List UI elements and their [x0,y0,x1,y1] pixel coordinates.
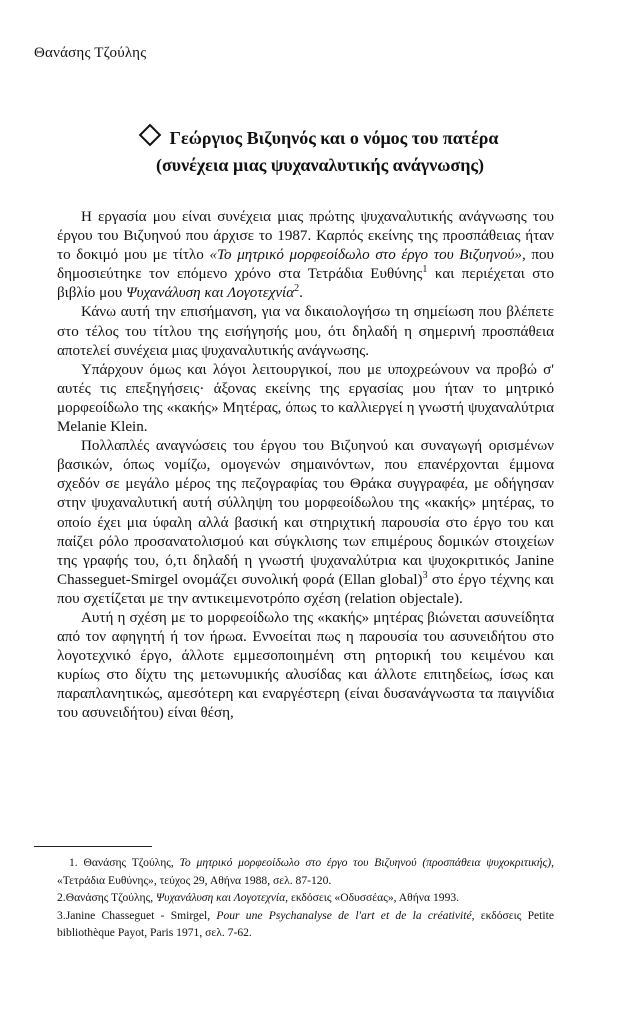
heading-title: Γεώργιος Βιζυηνός και ο νόμος του πατέρα [169,128,499,148]
footnote-italic: Ψυχανάλυση και Λογοτεχνία [156,891,286,905]
article-heading [70,125,570,179]
footnote-text: , εκδόσεις Petite bibliothèque Payot, Paris 1971, σελ. 7-62. [57,908,554,940]
italic-title: «Το μητρικό μορφεοίδωλο στο έργο του Βιζυηνού» [209,247,522,264]
paragraph-5: Αυτή η σχέση με το μορφεοίδωλο της «κακής» μητέρας βιώνεται ασυνείδητα από τον αφηγητή ή τον ήρωα. Εννοείται πως η παρουσία του ασυνειδήτου στο λογοτεχνικό έργο, άλλοτε εμμεσοποιημένη στη ρητορική του κειμένου και κυρίως στο δίχτυ της μετωνυμικής αλυσίδας και άλλοτε επιτηδείως, ίσως και παραπλανητικώς, αμεσότερη και εναργέστερη (είναι δυσανάγνωστα τα παιγνίδια του ασυνειδήτου) είναι θέση, [57,609,554,722]
footnotes [57,854,554,942]
heading-line-1 [70,125,570,152]
paragraph-text: Πολλαπλές αναγνώσεις του έργου του Βιζυηνού και συναγωγή ορισμένων βασικών, όπως νομίζω, ομογενών σημαινόντων, που επανέρχονται έμμονα σχεδόν σε μεγάλο μέρος της πεζογραφίας του Θράκα συγγραφέα, με οδήγησαν στην ψυχαναλυτική αυτή σύλληψη του μορφεοίδωλου της «κακής» μητέρας, το οποίο έχει μια ύφαλη αλλά βασική και στηριχτική παρουσία στο έργο του και παίζει ρόλο προσανατολισμού και σύγκλισης των επιμέρους δομικών στοιχείων της γραφής του, ό,τι δηλαδή η γνωστή ψυχαναλύτρια και ψυχοκριτικός Janine Chasseguet-Smirgel ονομάζει συνολική φορά (Ellan global) [57,438,554,588]
footnote-italic: Το μητρικό μορφεοίδωλο στο έργο του Βιζυηνού (προσπάθεια ψυχοκριτικής) [179,856,552,869]
paragraph-text: στο έργο τέχνης και που σχετίζεται με την αντικειμενοτρόπο σχέση (relation objectale). [57,571,554,607]
footnote-ref-1: 1 [422,264,428,276]
footnote-divider [34,846,152,847]
footnote-ref-2: 2 [294,283,300,295]
paragraph-text: . [299,285,303,302]
article-body [57,208,554,724]
running-head: Θανάσης Τζούλης [34,45,147,61]
footnote-italic: Pour une Psychanalyse de l'art et de la créativité [216,908,472,922]
footnote-3 [57,907,554,942]
diamond-icon [138,124,161,147]
paragraph-text: και περιέχεται στο βιβλίο μου [57,266,554,302]
footnote-text: 3.Janine Chasseguet - Smirgel, [57,908,217,922]
heading-subtitle: (συνέχεια μιας ψυχαναλυτικής ανάγνωσης) [155,155,485,175]
paragraph-4 [57,437,554,609]
footnote-1 [57,854,554,889]
footnote-text: , εκδόσεις «Οδυσσέας», Αθήνα 1993. [285,891,460,905]
paragraph-text: Η εργασία μου είναι συνέχεια μιας πρώτης ψυχαναλυτικής ανάγνωσης του έργου του Βιζυηνού που άρχισε το 1987. Καρπός εκείνης της προσπάθειας ήταν το δοκιμό μου με τίτλο [57,209,554,264]
footnote-ref-3: 3 [422,569,428,581]
paragraph-1 [57,208,554,303]
paragraph-text: , που δημοσιεύτηκε τον επόμενο χρόνο στα Τετράδια Ευθύνης [57,247,555,283]
footnote-text: 2.Θανάσης Τζούλης, [57,891,157,905]
italic-title: Ψυχανάλυση και Λογοτεχνία [126,285,295,302]
footnote-2 [57,889,554,907]
paragraph-2: Κάνω αυτή την επισήμανση, για να δικαιολογήσω τη σημείωση που βλέπετε στο τέλος του τίτλου της εισήγησής μου, ότι δηλαδή η σημερινή προσπάθεια αποτελεί συνέχεια μιας ψυχαναλυτικής ανάγνωσης. [57,304,554,359]
paragraph-3: Υπάρχουν όμως και λόγοι λειτουργικοί, που με υποχρεώνουν να προβώ σ' αυτές τις επεξηγήσεις· άξονας εκείνης της εργασίας μου ήταν το μητρικό μορφεοίδωλο της «κακής» Μητέρας, όπως το καλλιεργεί η γνωστή ψυχαναλύτρια Melanie Klein. [57,361,554,436]
footnote-text: 1. Θανάσης Τζούλης, [69,856,180,869]
footnote-text: , «Τετράδια Ευθύνης», τεύχος 29, Αθήνα 1988, σελ. 87-120. [57,856,554,887]
